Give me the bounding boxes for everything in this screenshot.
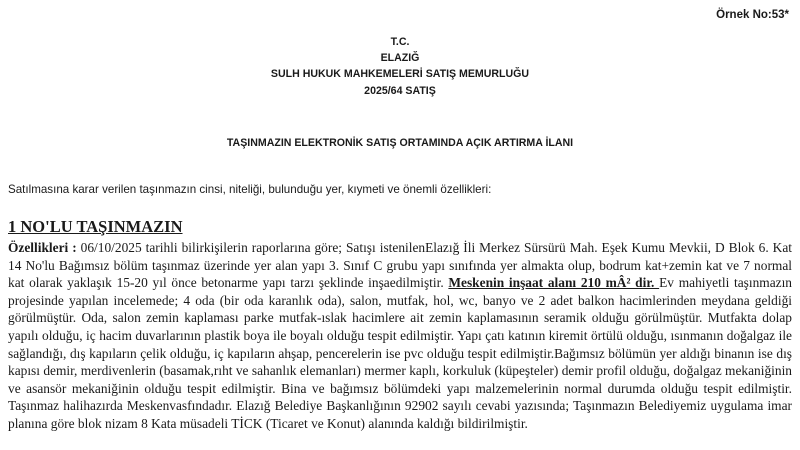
description-part-2: Ev mahiyetli taşınmazın projesinde yapılan incelemede; 4 oda (bir oda karanlık oda), salon, mutfak, hol, wc, banyo ve 2 adet balkon hacimlerinden meydana geldiği görülmüştür. Oda, salon zemin kaplaması parke mutfak-ıslak hacimlere ait zemin kaplamasının seramik olduğu görülmüştür. Mutfakta dolap yapılı olduğu, iç hacim duvarlarının plastik boya ile boyalı olduğu tespit edilmiştir. Yapı çatı katının kiremit örtülü olduğu, ısınmanın doğalgaz ile sağlandığı, dış kapıların çelik olduğu, iç kapıların ahşap, pencerelerin ise pvc olduğu tespit edilmiştir.Bağımsız bölümün yer aldığı binanın ise dış kapısı demir, merdivenlerin (basamak,rıht ve sahanlık elemanları) mermer kaplı, korkuluk (küpeşteler) demir profil olduğu, doğalgaz mekaniğinin ve asansör mekaniğinin olduğu tespit edilmiştir. Bina ve bağımsız bölümdeki yapı malzemelerinin normal durumda olduğu tespit edilmiştir. Taşınmaz halihazırda Meskenvasfındadır. Elazığ Belediye Başkanlığının 92902 sayılı cevabi yazısında; Taşınmazın Belediyemiz uygulama imar planına göre blok nizam 8 Kata müsadeli TİCK (Ticaret ve Konut) alanında kaldığı bildirilmiştir. bbox=[8, 275, 793, 431]
header-case-number: 2025/64 SATIŞ bbox=[364, 84, 436, 97]
header-office: SULH HUKUK MAHKEMELERİ SATIŞ MEMURLUĞU bbox=[270, 68, 530, 81]
header-republic: T.C. bbox=[390, 36, 410, 48]
features-label: Özellikleri : bbox=[8, 240, 77, 255]
document-header bbox=[0, 34, 800, 99]
intro-text: Satılmasına karar verilen taşınmazın cinsi, niteliği, bulunduğu yer, kıymeti ve önemli özellikleri: bbox=[8, 183, 492, 196]
description-part-1: 06/10/2025 tarihli bilirkişilerin raporlarına göre; Satışı istenilenElazığ İli Merkez Sürsürü Mah. Eşek Kumu Mevkii, D Blok 6. Kat 14 No'lu Bağımsız bölüm taşınmaz üzerinde yer alan yapı 3. Sınıf C grubu yapı sınıfında yer almakta olup, bodrum kat+zemin kat ve 7 normal kat olarak yaklaşık 15-20 yıl önce betonarme yapı tarzı şeklinde inşaedilmiştir. bbox=[8, 240, 793, 291]
sample-number: Örnek No:53* bbox=[716, 9, 789, 21]
property-heading: 1 NO'LU TAŞINMAZIN bbox=[8, 217, 183, 236]
notice-title: TAŞINMAZIN ELEKTRONİK SATIŞ ORTAMINDA AÇIK ARTIRMA İLANI bbox=[226, 137, 574, 149]
construction-area: Meskenin inşaat alanı 210 mÂ² dir. bbox=[448, 275, 660, 291]
property-description bbox=[8, 239, 792, 433]
header-city: ELAZIĞ bbox=[380, 52, 420, 65]
